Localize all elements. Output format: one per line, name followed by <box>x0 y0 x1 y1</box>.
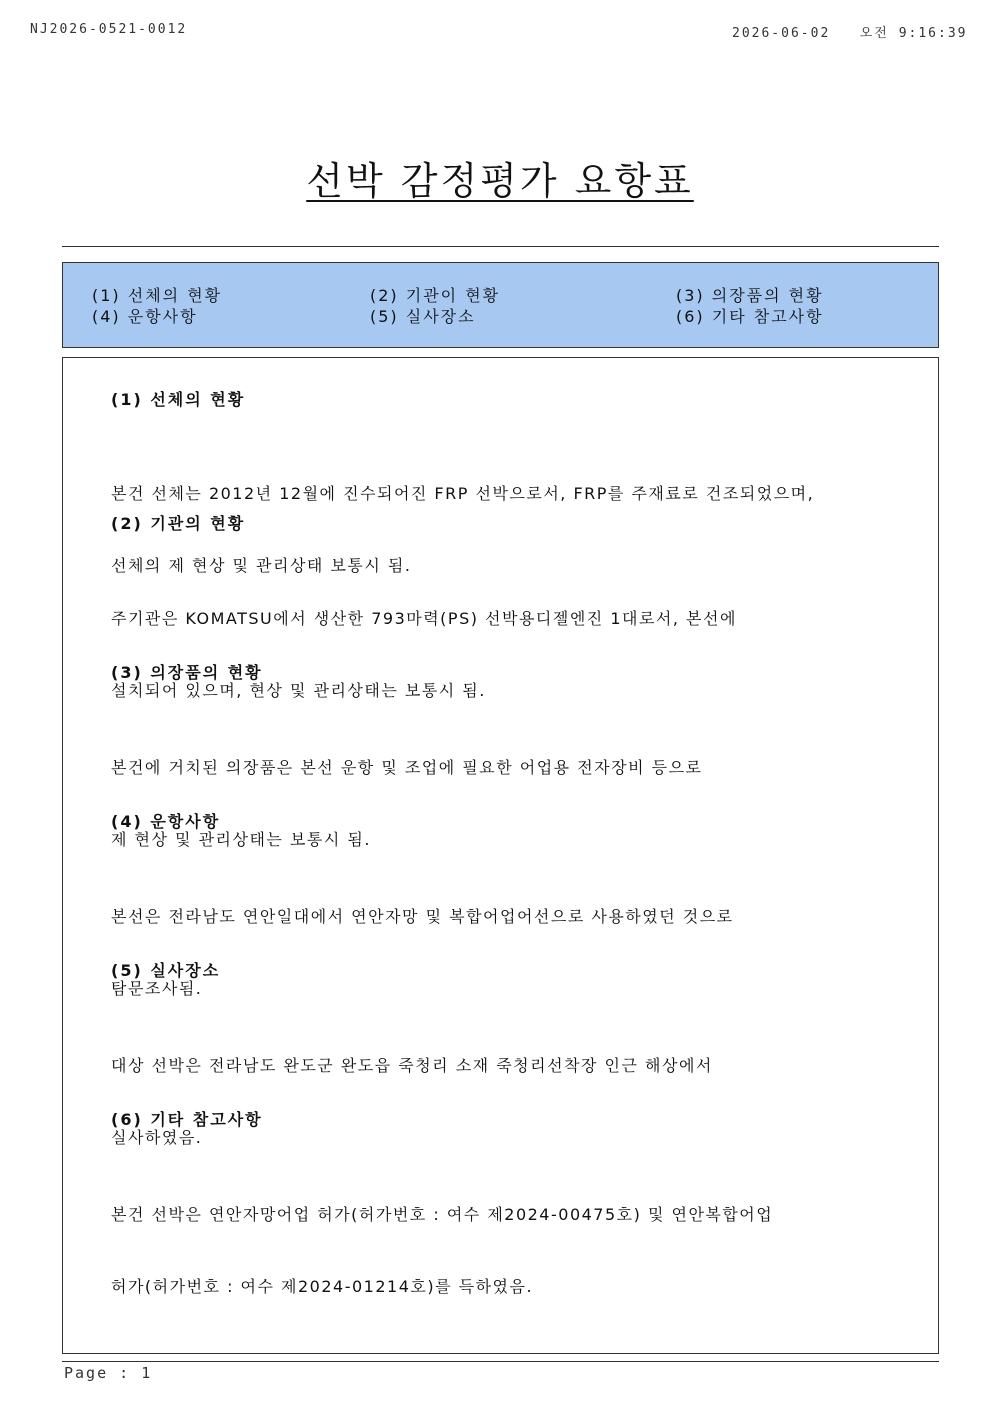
toc-item-inspection-place: (5) 실사장소 <box>370 307 476 326</box>
toc-item-operation: (4) 운항사항 <box>92 307 198 326</box>
section-heading-other-notes: (6) 기타 참고사항 <box>111 1110 263 1129</box>
section-line: 본건에 거치된 의장품은 본선 운항 및 조업에 필요한 어업용 전자장비 등으로 <box>111 758 703 777</box>
page-title-text: 선박 감정평가 요항표 <box>306 159 694 203</box>
section-line: 탐문조사됨. <box>111 979 203 998</box>
section-line: 설치되어 있으며, 현상 및 관리상태는 보통시 됨. <box>111 681 486 700</box>
section-line: 본건 선체는 2012년 12월에 진수되어진 FRP 선박으로서, FRP를 주재료로 건조되었으며, <box>111 484 815 503</box>
content-box <box>62 357 939 1354</box>
section-line: 허가(허가번호 : 여수 제2024-01214호)를 득하였음. <box>111 1277 534 1296</box>
top-divider <box>62 246 939 247</box>
section-line: 선체의 제 현상 및 관리상태 보통시 됨. <box>111 556 412 575</box>
toc-item-equipment: (3) 의장품의 현황 <box>676 286 824 305</box>
toc-item-hull: (1) 선체의 현황 <box>92 286 223 305</box>
section-heading-equipment: (3) 의장품의 현황 <box>111 663 263 682</box>
section-line: 대상 선박은 전라남도 완도군 완도읍 죽청리 소재 죽청리선착장 인근 해상에서 <box>111 1056 713 1075</box>
page-title <box>0 150 1000 205</box>
section-heading-hull: (1) 선체의 현황 <box>111 390 246 409</box>
print-datetime: 2026-06-02 오전 9:16:39 <box>732 26 968 41</box>
bottom-divider <box>62 1361 939 1362</box>
page-number: Page : 1 <box>64 1364 153 1382</box>
section-line: 본선은 전라남도 연안일대에서 연안자망 및 복합어업어선으로 사용하였던 것으로 <box>111 907 734 926</box>
section-heading-operation: (4) 운항사항 <box>111 812 221 831</box>
section-line: 주기관은 KOMATSU에서 생산한 793마력(PS) 선박용디젤엔진 1대로서, 본선에 <box>111 609 737 628</box>
document-id: NJ2026-0521-0012 <box>30 22 188 37</box>
toc-item-engine: (2) 기관이 현황 <box>370 286 501 305</box>
section-heading-inspection-place: (5) 실사장소 <box>111 961 221 980</box>
section-line: 본건 선박은 연안자망어업 허가(허가번호 : 여수 제2024-00475호) 및 연안복합어업 <box>111 1205 774 1224</box>
toc-item-other-notes: (6) 기타 참고사항 <box>676 307 824 326</box>
table-of-contents <box>62 262 939 348</box>
section-heading-engine: (2) 기관의 현황 <box>111 514 246 533</box>
section-body-other-notes <box>111 1155 773 1347</box>
section-line: 제 현상 및 관리상태는 보통시 됨. <box>111 830 371 849</box>
section-line: 실사하였음. <box>111 1128 203 1147</box>
